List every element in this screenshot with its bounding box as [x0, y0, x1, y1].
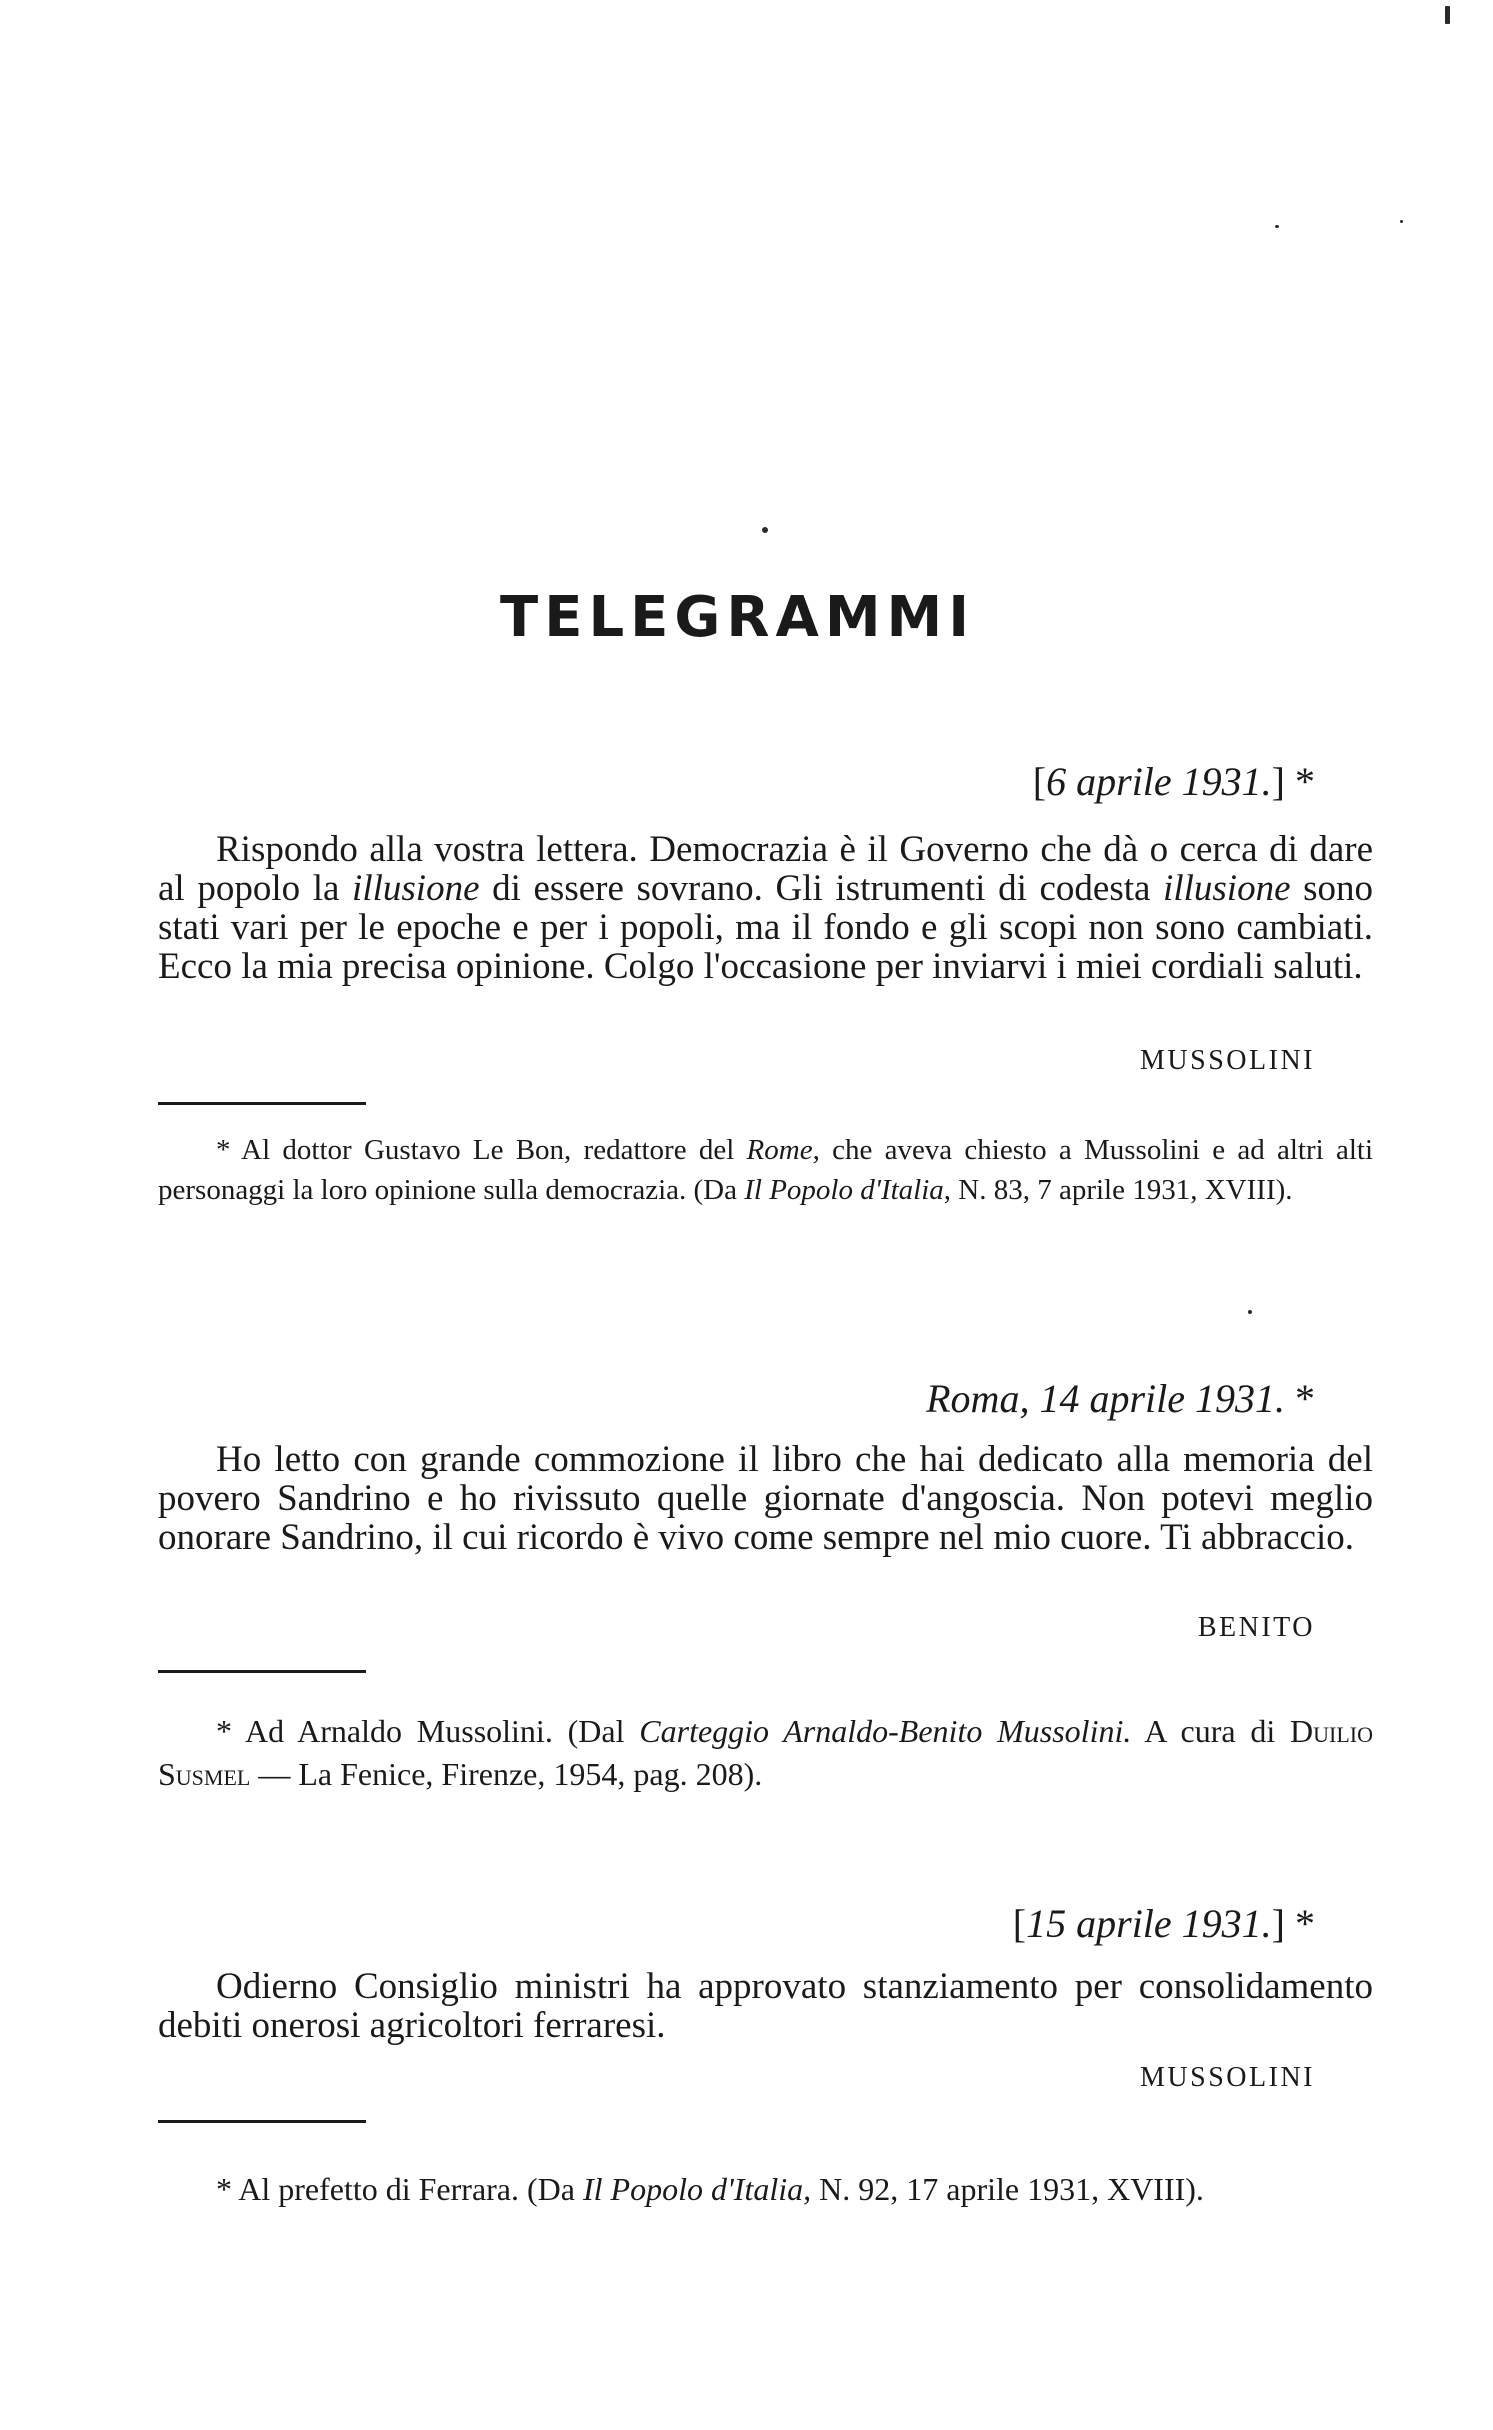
entry-1-note-part-2: , che aveva chiesto a Mussolini e ad altri alti personaggi la loro opinione sulla democrazia. (Da	[158, 1134, 1373, 1206]
scan-speck	[1248, 1310, 1252, 1314]
entry-3-date-close: ] *	[1271, 1901, 1315, 1946]
entry-1-note-part-1: * Al dottor Gustavo Le Bon, redattore del	[216, 1134, 747, 1166]
entry-2-text	[158, 1440, 1373, 1557]
entry-1-date	[715, 758, 1315, 805]
entry-1-footnote-rule	[158, 1102, 366, 1105]
section-title: TELEGRAMMI	[500, 585, 976, 650]
entry-2-note-italic-1: Carteggio Arnaldo-Benito Mussolini.	[639, 1713, 1132, 1749]
entry-3-text-content: Odierno Consiglio ministri ha approvato stanziamento per consolidamento debiti onerosi agricoltori ferraresi.	[158, 1966, 1373, 2046]
entry-1-note-italic-2: Il Popolo d'Italia	[744, 1174, 944, 1206]
entry-3-footnote-rule	[158, 2120, 366, 2123]
entry-1-text-part-2: di essere sovrano. Gli istrumenti di codesta	[479, 868, 1164, 909]
entry-3-note-part-2: N. 92, 17 aprile 1931, XVIII).	[811, 2171, 1204, 2207]
entry-1-date-close: ] *	[1271, 759, 1315, 804]
entry-1-text-italic-2: illusione	[1163, 868, 1291, 909]
entry-1-date-open: [	[1032, 759, 1047, 804]
entry-1-text	[158, 830, 1373, 986]
entry-1-signature: MUSSOLINI	[1140, 1045, 1315, 1076]
scan-speck	[1275, 225, 1279, 228]
entry-3-date-open: [	[1012, 1901, 1027, 1946]
entry-1-date-text: 6 aprile 1931.	[1046, 759, 1272, 804]
entry-3-date-text: 15 aprile 1931.	[1026, 1901, 1272, 1946]
scan-speck	[1400, 220, 1403, 223]
entry-3-text	[158, 1967, 1373, 2045]
entry-1-note-italic-1: Rome	[746, 1134, 813, 1166]
entry-2-text-content: Ho letto con grande commozione il libro che hai dedicato alla memoria del povero Sandrino e ho rivissuto quelle giornate d'angoscia. Non potevi meglio onorare Sandrino, il cui ricordo è vivo come sempre nel mio cuore. Ti abbraccio.	[158, 1439, 1373, 1558]
entry-2-signature: BENITO	[1197, 1612, 1315, 1643]
entry-2-date-close: *	[1285, 1376, 1315, 1421]
entry-1-footnote	[158, 1130, 1373, 1210]
entry-2-note-part-3: — La Fenice, Firenze, 1954, pag. 208).	[250, 1756, 763, 1792]
entry-3-note-italic-1: Il Popolo d'Italia,	[582, 2171, 812, 2207]
scan-speck	[1445, 6, 1450, 24]
entry-1-text-italic-1: illusione	[352, 868, 480, 909]
entry-1-text-part-1: Rispondo alla vostra lettera. Democrazia è il Governo che dà o cerca di dare al popolo la	[158, 829, 1373, 909]
entry-3-footnote	[158, 2168, 1373, 2211]
scan-speck	[762, 527, 768, 533]
entry-2-footnote-rule	[158, 1670, 366, 1673]
entry-2-note-part-2: A cura di	[1131, 1713, 1291, 1749]
entry-2-note-author: Duilio Susmel	[158, 1713, 1374, 1792]
entry-3-note-part-1: * Al prefetto di Ferrara. (Da	[216, 2171, 583, 2207]
entry-1-note-part-3: , N. 83, 7 aprile 1931, XVIII).	[943, 1174, 1293, 1206]
entry-1-text-part-3: sono stati vari per le epoche e per i popoli, ma il fondo e gli scopi non sono cambiati. Ecco la mia precisa opinione. Colgo l'occasione per inviarvi i miei cordiali saluti.	[158, 868, 1374, 987]
entry-2-date	[715, 1375, 1315, 1422]
entry-2-note-part-1: * Ad Arnaldo Mussolini. (Dal	[216, 1713, 640, 1749]
entry-3-signature: MUSSOLINI	[1140, 2062, 1315, 2093]
entry-3-date	[715, 1900, 1315, 1947]
entry-2-date-text: Roma, 14 aprile 1931.	[926, 1376, 1285, 1421]
entry-2-footnote	[158, 1710, 1373, 1796]
